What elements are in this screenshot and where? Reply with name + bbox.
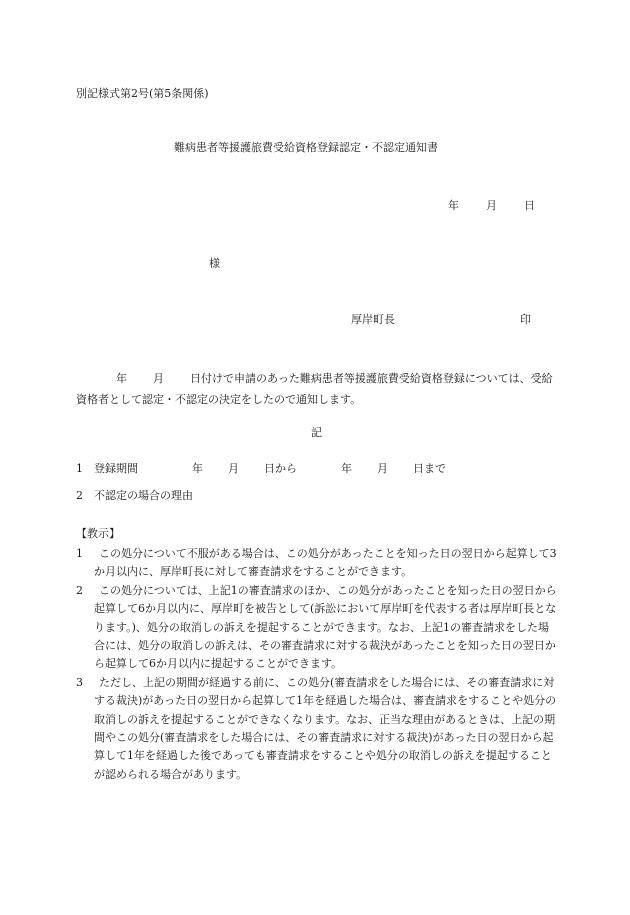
notice-heading: 【教示】 xyxy=(76,527,120,540)
notice-item-3 xyxy=(76,674,558,784)
period-start-year: 年 xyxy=(192,462,203,475)
issue-date xyxy=(448,199,535,212)
issuer-name: 厚岸町長 xyxy=(351,313,395,326)
document-title: 難病患者等援護旅費受給資格登録認定・不認定通知書 xyxy=(174,141,438,154)
form-reference: 別記様式第2号(第5条関係) xyxy=(76,87,209,100)
seal-mark: 印 xyxy=(520,313,531,326)
period-end-day: 日まで xyxy=(413,462,446,475)
notice-number: 1 xyxy=(76,547,83,560)
period-start-month: 月 xyxy=(228,462,239,475)
notice-text: この処分については、上記1の審査請求のほか、この処分があったことを知った日の翌日から起算して6か月以内に、厚岸町を被告として(訴訟において厚岸町を代表する者は厚岸町長となります。)、処分の取消しの訴えを提起することができます。なお、上記1の審査請求をした場合には、処分の取消しの訴えは、その審査請求に対する裁決があったことを知った日の翌日から起算して6か月以内に提起することができます。 xyxy=(94,583,557,671)
notice-item-2 xyxy=(76,582,558,674)
registration-period-label: 1 登録期間 xyxy=(76,462,138,475)
notice-number: 3 xyxy=(76,675,83,689)
body-year-label: 年 xyxy=(116,372,127,385)
period-start-day: 日から xyxy=(264,462,297,475)
rejection-reason-label: 2 不認定の場合の理由 xyxy=(76,489,193,502)
registration-period xyxy=(76,462,446,475)
ki-heading: 記 xyxy=(311,426,322,439)
body-paragraph xyxy=(76,368,556,410)
body-text: 日付けで申請のあった難病患者等援護旅費受給資格登録については、受給資格者として認定・不認定の決定をしたので通知します。 xyxy=(76,372,553,406)
period-end-month: 月 xyxy=(377,462,388,475)
notice-list xyxy=(76,545,558,784)
notice-text: ただし、上記の期間が経過する前に、この処分(審査請求をした場合には、その審査請求に対する裁決)があった日の翌日から起算して1年を経過した場合は、審査請求をすることや処分の取消しの訴えを提起することができなくなります。なお、正当な理由があるときは、上記の期間やこの処分(審査請求をした場合には、その審査請求に対する裁決)があった日の翌日から起算して1年を経過した後であっても審査請求をすることや処分の取消しの訴えを提起することが認められる場合があります。 xyxy=(94,675,557,781)
addressee-suffix: 様 xyxy=(209,257,220,270)
notice-item-1 xyxy=(76,545,558,582)
body-month-label: 月 xyxy=(153,372,164,385)
date-month-label: 月 xyxy=(486,199,497,212)
date-year-label: 年 xyxy=(448,199,459,212)
date-day-label: 日 xyxy=(524,199,535,212)
notice-number: 2 xyxy=(76,583,83,597)
period-end-year: 年 xyxy=(341,462,352,475)
notice-text: この処分について不服がある場合は、この処分があったことを知った日の翌日から起算して3か月以内に、厚岸町長に対して審査請求をすることができます。 xyxy=(94,547,557,579)
